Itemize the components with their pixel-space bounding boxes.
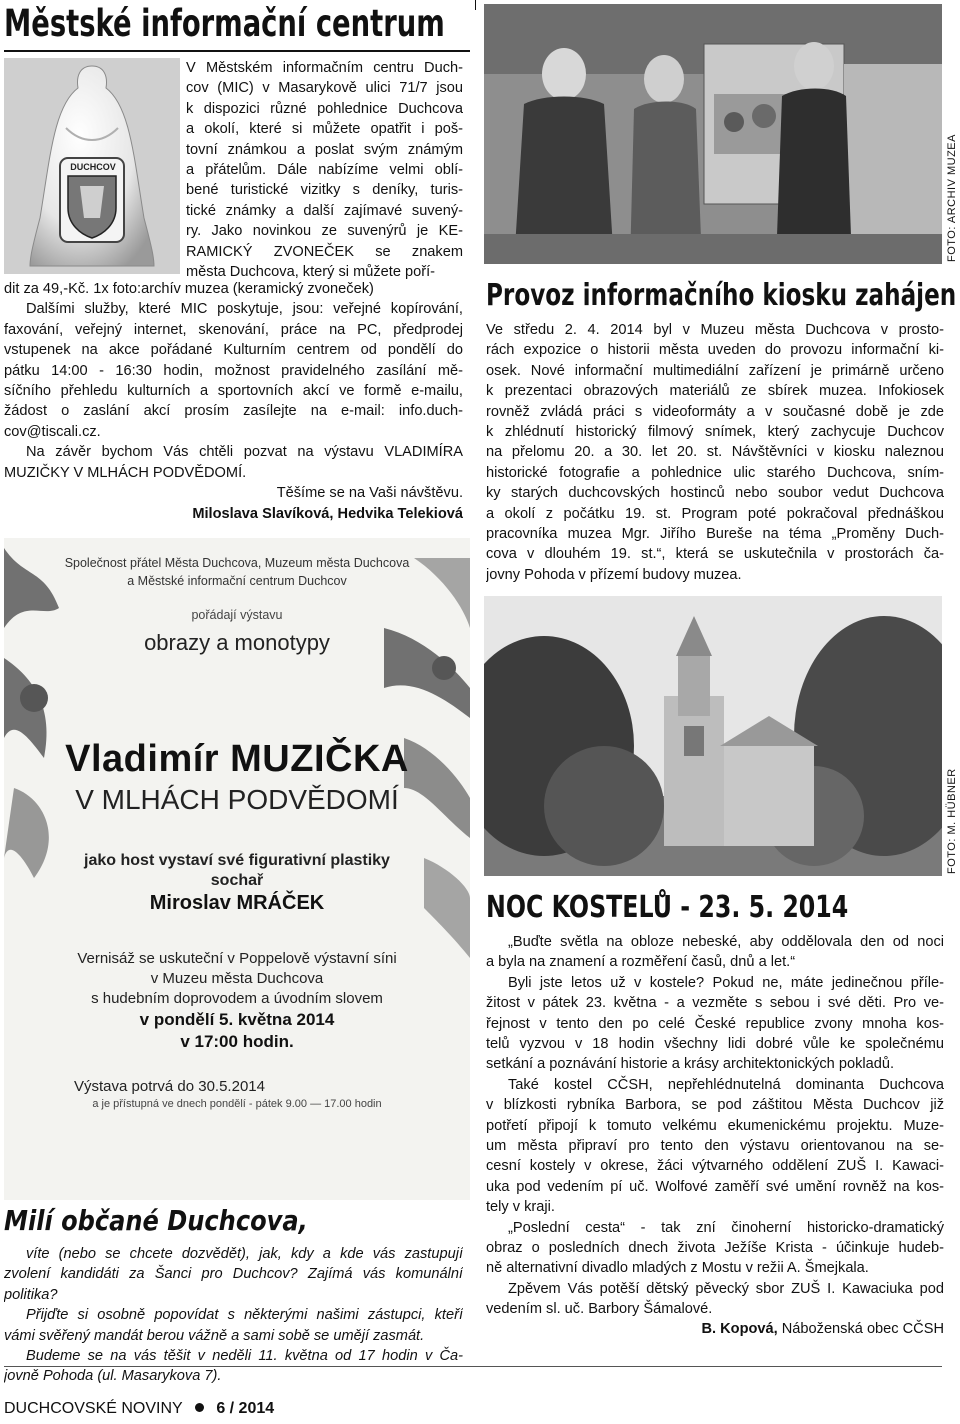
- noc-line: uka pod vedením pí uč. Wolfové zaměří své umění rovněž na kos-: [486, 1178, 944, 1195]
- mili-title: Milí občané Duchcova,: [4, 1204, 308, 1237]
- mic-lead-line: V Městském informačním centru Duch-: [186, 60, 463, 76]
- mic-lead-line: a přátelům. Dále nabízíme velmi oblí-: [186, 161, 463, 178]
- kiosk-photo-credit: FOTO: ARCHIV MUZEA: [946, 134, 958, 262]
- kiosk-line: Ve středu 2. 4. 2014 byl v Muzeu města Duchcova v prosto-: [486, 322, 944, 338]
- kiosk-line: rovněž zvládá práci s videoformáty a v současné době je zde: [486, 403, 944, 420]
- exhibition-poster: [4, 538, 470, 1200]
- kiosk-line: ky starých duchcovských hostinců nebo soubor vedut Duchcova: [486, 485, 944, 502]
- mic-signature: Miloslava Slavíková, Hedvika Telekiová: [192, 506, 463, 522]
- footer: [4, 1400, 274, 1418]
- noc-line: Byli jste letos už v kostele? Pokud ne, máte jedinečnou příle-: [508, 974, 944, 991]
- noc-line: ně alternativní divadlo mladých z Mostu v režii A. Šmejkala.: [486, 1260, 869, 1277]
- footer-bullet-icon: [195, 1403, 204, 1412]
- kiosk-line: k prezentaci obrazových materiálů ze sbírek muzea. Infokiosek: [486, 383, 944, 400]
- mic-body-line: Na závěr bychom Vás chtěli pozvat na výstavu VLADIMÍRA: [26, 444, 463, 461]
- noc-line: potřetí připojí k tomuto velkému ekumenickému projektu. Muze-: [486, 1117, 944, 1134]
- noc-signature-org: Náboženská obec CČSH: [777, 1321, 944, 1337]
- mic-body-line: faxování, veřejný internet, skenování, práce na PC, předprodej: [4, 321, 463, 338]
- mic-title-rule: [4, 50, 470, 52]
- poster-guest-line-1: jako host vystaví své figurativní plastiky: [84, 852, 390, 869]
- mili-line: Přijďte si osobně popovídat s některými našimi zástupci, kteří: [26, 1307, 463, 1324]
- kiosk-line: pracovníka muzea Mgr. Jiřího Bureše na téma „Proměny Duch-: [486, 525, 944, 542]
- poster-invite-line-1: Vernisáž se uskuteční v Poppelově výstavní síni: [77, 950, 397, 967]
- noc-line: Také kostel CČSH, nepřehlédnutelná dominanta Duchcova: [508, 1076, 944, 1093]
- column-divider: [475, 0, 476, 10]
- poster-invite-line-3: s hudebním doprovodem a úvodním slovem: [91, 990, 383, 1007]
- kiosk-opening-image: [484, 4, 942, 264]
- noc-line: „Poslední cesta“ - tak zní činoherní historicko-dramatický: [508, 1219, 944, 1236]
- footer-publication: DUCHCOVSKÉ NOVINY: [4, 1400, 183, 1417]
- bell-label: DUCHCOV: [70, 162, 116, 172]
- noc-signature-name: B. Kopová,: [701, 1321, 778, 1337]
- poster-duration: Výstava potrvá do 30.5.2014: [74, 1078, 265, 1095]
- kiosk-line: historické fotografie a pohlednice ulic starého Duchcova, sním-: [486, 464, 944, 481]
- mili-line: víte (nebo se chcete dozvědět), jak, kdy a kde vás zastupují: [26, 1246, 463, 1262]
- poster-invite-date: v pondělí 5. května 2014: [139, 1010, 335, 1029]
- mic-lead-line: města Duchcova, který si můžete poří-: [186, 263, 435, 280]
- mic-body-line: MUZIČKY V MLHÁCH PODVĚDOMÍ.: [4, 464, 247, 481]
- mic-lead-line: ry. Jako novinkou ze suvenýrů je KE-: [186, 223, 463, 240]
- noc-line: telů vyzvou v 18 hodin všechny lidi dobré vůle ke společnému: [486, 1035, 944, 1052]
- museum-kiosk-photo: [484, 4, 942, 264]
- noc-line: žitost v pátek 23. května - a vezměte s sebou i své děti. Pro ve-: [486, 995, 944, 1012]
- noc-line: setkání a poznávání historie a krásy architektonických pokladů.: [486, 1056, 895, 1073]
- noc-text: [486, 932, 944, 1320]
- noc-line: v blízkosti rybníka Barbora, se pod záštitou Města Duchcov již: [486, 1097, 944, 1114]
- poster-invite-line-2: v Muzeu města Duchcova: [150, 970, 324, 987]
- noc-line: tely v kraji.: [486, 1199, 555, 1216]
- poster-exhibition: V MLHÁCH PODVĚDOMÍ: [75, 784, 399, 815]
- noc-title: NOC KOSTELŮ - 23. 5. 2014: [486, 890, 849, 925]
- footer-rule: [4, 1366, 942, 1367]
- kiosk-line: cova v dlouhém 19. st.“, která se uskutečnila v prostorách ča-: [486, 546, 944, 563]
- mic-lead-line: k dispozici různé pohlednice Duchcova: [186, 100, 463, 117]
- noc-line: „Buďte světla na obloze nebeské, aby oddělovala den od noci: [508, 934, 944, 950]
- poster-artist: Vladimír MUZIČKA: [65, 738, 409, 780]
- mic-body-line: síčního přehledu kulturních a sportovních akcí ve formě e-mailu,: [4, 382, 463, 399]
- mic-body-line: vstupenek na akce pořádané Kulturním centrem od pondělí do: [4, 342, 463, 359]
- mili-line: zvolení kandidáti za Šanci pro Duchcov? Zajímá vás komunální: [4, 1266, 463, 1283]
- noc-line: Zpěvem Vás potěší dětský pěvecký sbor ZUŠ I. Kawaciuka pod: [508, 1280, 944, 1297]
- noc-line: a byla na znamení a rozměření časů, dnů a let.“: [486, 954, 796, 971]
- poster-presents: pořádají výstavu: [191, 608, 283, 622]
- church-image: [484, 596, 942, 876]
- noc-line: um města připraví pro tento den výstavu orientovanou na se-: [486, 1137, 944, 1154]
- poster-access: a je přístupná ve dnech pondělí - pátek 9.00 — 17.00 hodin: [92, 1098, 382, 1110]
- noc-line: řejnost v tento den po celé České republice zvony mnoha kos-: [486, 1015, 944, 1032]
- kiosk-line: osek. Nové informační multimediální zařízení je primárně určeno: [486, 362, 944, 379]
- mic-body-line: dit za 49,-Kč. 1x foto:archív muzea (keramický zvoneček): [4, 281, 374, 297]
- mic-body-line: žádost o zaslání akcí prosím zasílejte na e-mail: info.duch-: [4, 403, 463, 420]
- mic-lead-line: a okolí, které si můžete opatřit i poš-: [186, 121, 463, 138]
- mic-lead-text: [186, 58, 463, 282]
- noc-line: obraz o posledních dnech života Ježíše Krista - účinkuje hudeb-: [486, 1239, 944, 1256]
- church-photo: [484, 596, 942, 876]
- bell-photo: [4, 58, 180, 274]
- mic-lead-line: bené turistické vizitky s deníky, turis-: [186, 182, 463, 199]
- mili-line: vámi svěřený mandát berou vážně a sami sobě se umějí zasmát.: [4, 1327, 425, 1344]
- mic-body-line: pátku 14:00 - 16:30 hodin, možnost pravidelného zasílání mě-: [4, 362, 463, 379]
- church-photo-credit: FOTO: M. HÜBNER: [946, 768, 958, 874]
- poster-subtitle: obrazy a monotypy: [144, 630, 330, 655]
- mic-lead-line: tovní známkou a poslat svým známým: [186, 141, 463, 158]
- footer-page: 6 / 2014: [216, 1400, 275, 1417]
- mic-lead-line: RAMICKÝ ZVONEČEK se znakem: [186, 243, 463, 260]
- kiosk-line: a okolí z počátku 19. st. Program poté pokračoval přednáškou: [486, 505, 944, 522]
- kiosk-title: Provoz informačního kiosku zahájen: [486, 278, 957, 313]
- noc-line: cesní kostely v okrese, žáci výtvarného oddělení ZUŠ I. Kawaci-: [486, 1158, 944, 1175]
- mic-body-line: cov@tiscali.cz.: [4, 423, 101, 440]
- kiosk-line: rách expozice o historii města uveden do provozu informační ki-: [486, 342, 944, 359]
- kiosk-line: k zhlédnutí historický filmový snímek, který zachycuje Duchcov: [486, 423, 944, 440]
- kiosk-text: [486, 320, 944, 585]
- poster-org-line-1: Společnost přátel Města Duchcova, Muzeum města Duchcova: [64, 556, 410, 570]
- noc-line: vedením sl. uč. Barbory Šámalové.: [486, 1301, 713, 1318]
- poster-invite-time: v 17:00 hodin.: [180, 1032, 294, 1051]
- poster-guest-name: Miroslav MRÁČEK: [149, 892, 325, 914]
- mic-lead-line: tické známky a další zajímavé suvený-: [186, 202, 463, 219]
- poster-guest-line-2: sochař: [210, 872, 264, 889]
- mic-title: Městské informační centrum: [4, 2, 445, 45]
- kiosk-line: jovny Pohoda v přízemí budovy muzea.: [486, 566, 742, 583]
- mic-lead-line: cov (MIC) v Masarykově ulici 71/7 jsou: [186, 80, 463, 97]
- poster-org-line-2: a Městské informační centrum Duchcov: [127, 574, 347, 588]
- mic-closing: Těšíme se na Vaši návštěvu.: [276, 485, 463, 501]
- noc-signature: [486, 1319, 944, 1339]
- mili-line: politika?: [4, 1286, 58, 1303]
- mic-body-line: Dalšími služby, které MIC poskytuje, jsou: veřejné kopírování,: [26, 301, 463, 318]
- kiosk-line: na přelomu 20. a 30. let 20. st. Návštěvníci v kiosku naleznou: [486, 444, 944, 461]
- mili-line: Budeme se na vás těšit v neděli 11. května od 17 hodin v Ča-: [26, 1347, 463, 1364]
- mic-body-text: [4, 279, 463, 483]
- mili-line: jovně Pohoda (ul. Masarykova 7).: [4, 1368, 222, 1385]
